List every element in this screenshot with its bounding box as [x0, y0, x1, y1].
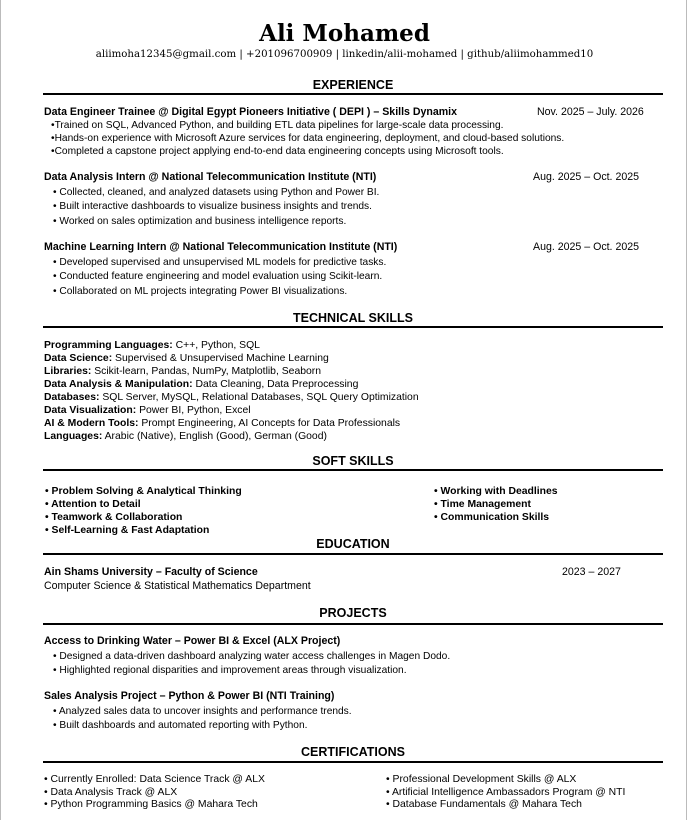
project-bullet: • Designed a data-driven dashboard analyzing water access challenges in Magen Dodo.: [53, 651, 451, 662]
job-bullet: • Worked on sales optimization and business intelligence reports.: [53, 216, 347, 227]
job-bullet: • Collaborated on ML projects integrating Power BI visualizations.: [53, 286, 348, 297]
skill-row: Data Science: Supervised & Unsupervised Machine Learning: [44, 353, 329, 364]
soft-skill-item: • Working with Deadlines: [434, 486, 558, 497]
job-dates: Nov. 2025 – July. 2026: [537, 106, 644, 118]
section-title-certifications: CERTIFICATIONS: [301, 745, 405, 759]
section-title-experience: EXPERIENCE: [312, 78, 394, 92]
project-title: Sales Analysis Project – Python & Power BI (NTI Training): [44, 690, 335, 702]
section-divider: [43, 553, 663, 555]
section-title-soft-skills: SOFT SKILLS: [312, 454, 394, 468]
skill-row: Languages: Arabic (Native), English (Good), German (Good): [44, 431, 327, 442]
section-divider: [43, 623, 663, 625]
certification-item: • Artificial Intelligence Ambassadors Program @ NTI: [386, 787, 626, 798]
section-title-technical-skills: TECHNICAL SKILLS: [293, 311, 413, 325]
skill-row: AI & Modern Tools: Prompt Engineering, AI Concepts for Data Professionals: [44, 418, 401, 429]
job-bullet: • Conducted feature engineering and model evaluation using Scikit-learn.: [53, 271, 383, 282]
section-divider: [43, 93, 663, 95]
section-title-projects: PROJECTS: [319, 606, 387, 620]
soft-skill-item: • Teamwork & Collaboration: [45, 512, 183, 523]
skill-row: Databases: SQL Server, MySQL, Relational Databases, SQL Query Optimization: [44, 392, 419, 403]
education-school: Ain Shams University – Faculty of Science: [44, 566, 258, 578]
job-dates: Aug. 2025 – Oct. 2025: [533, 171, 640, 183]
job-title: Data Engineer Trainee @ Digital Egypt Pioneers Initiative ( DEPI ) – Skills Dynamix: [44, 106, 458, 118]
job-bullet: •Hands-on experience with Microsoft Azure services for data engineering, deployment, and cloud-based solutions.: [51, 133, 565, 144]
skill-row: Libraries: Scikit-learn, Pandas, NumPy, Matplotlib, Seaborn: [44, 366, 322, 377]
certification-item: • Professional Development Skills @ ALX: [386, 774, 577, 785]
project-bullet: • Highlighted regional disparities and improvement areas through visualization.: [53, 665, 407, 676]
contact-line: aliimoha12345@gmail.com | +201096700909 | linkedin/alii-mohamed | github/aliimohammed10: [95, 49, 594, 60]
job-bullet: •Completed a capstone project applying end-to-end data engineering concepts using Microsoft tools.: [51, 146, 504, 157]
skill-row: Programming Languages: C++, Python, SQL: [44, 340, 260, 351]
soft-skill-item: • Problem Solving & Analytical Thinking: [45, 486, 242, 497]
project-bullet: • Analyzed sales data to uncover insights and performance trends.: [53, 706, 352, 717]
certification-item: • Python Programming Basics @ Mahara Tech: [44, 799, 258, 810]
skill-row: Data Analysis & Manipulation: Data Cleaning, Data Preprocessing: [44, 379, 359, 390]
job-bullet: • Built interactive dashboards to visualize business insights and trends.: [53, 201, 372, 212]
job-bullet: • Developed supervised and unsupervised ML models for predictive tasks.: [53, 257, 387, 268]
education-department: Computer Science & Statistical Mathematics Department: [44, 580, 311, 592]
soft-skill-item: • Self-Learning & Fast Adaptation: [45, 525, 210, 536]
candidate-name: Ali Mohamed: [259, 20, 430, 47]
education-dates: 2023 – 2027: [562, 566, 621, 578]
soft-skill-item: • Communication Skills: [434, 512, 550, 523]
section-divider: [43, 326, 663, 328]
project-bullet: • Built dashboards and automated reporting with Python.: [53, 720, 308, 731]
skill-row: Data Visualization: Power BI, Python, Excel: [44, 405, 251, 416]
project-title: Access to Drinking Water – Power BI & Excel (ALX Project): [44, 635, 341, 647]
soft-skill-item: • Time Management: [434, 499, 531, 510]
section-title-education: EDUCATION: [316, 537, 390, 551]
job-bullet: • Collected, cleaned, and analyzed datasets using Python and Power BI.: [53, 187, 380, 198]
job-title: Machine Learning Intern @ National Telecommunication Institute (NTI): [44, 241, 398, 253]
section-divider: [43, 761, 663, 763]
certification-item: • Database Fundamentals @ Mahara Tech: [386, 799, 582, 810]
certification-item: • Data Analysis Track @ ALX: [44, 787, 178, 798]
job-dates: Aug. 2025 – Oct. 2025: [533, 241, 640, 253]
job-bullet: •Trained on SQL, Advanced Python, and building ETL data pipelines for large-scale data processing.: [51, 120, 504, 131]
certification-item: • Currently Enrolled: Data Science Track @ ALX: [44, 774, 265, 785]
job-title: Data Analysis Intern @ National Telecommunication Institute (NTI): [44, 171, 377, 183]
section-divider: [43, 469, 663, 471]
soft-skill-item: • Attention to Detail: [45, 499, 141, 510]
